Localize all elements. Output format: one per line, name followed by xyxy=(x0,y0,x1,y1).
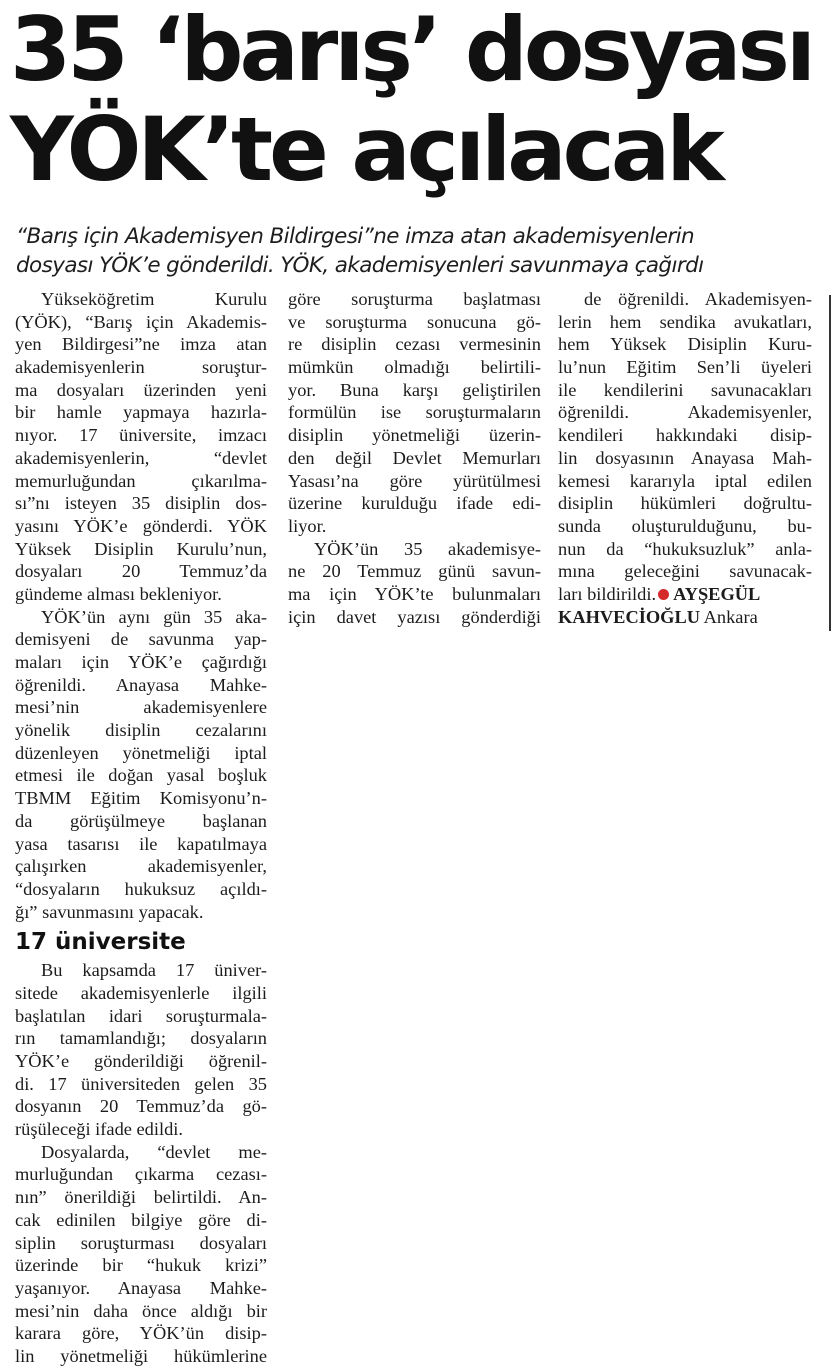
text-line: formülün ise soruşturmaların xyxy=(288,402,541,423)
text-line: ile kendilerini savunacakları xyxy=(558,379,812,400)
deck-line-2: dosyası YÖK’e gönderildi. YÖK, akademisyenleri savunmaya çağırdı xyxy=(16,253,704,278)
bullet-dot-icon xyxy=(658,589,669,600)
text-line: memurluğundan çıkarılma- xyxy=(15,470,267,491)
text-line: (YÖK), “Barış için Akademis- xyxy=(15,311,267,332)
text-line: liyor. xyxy=(288,515,327,536)
text-line: düzenleyen yönetmeliği iptal xyxy=(15,742,267,763)
text-line: sitede akademisyenlerle ilgili xyxy=(15,982,267,1003)
byline-city: Ankara xyxy=(703,606,758,627)
text-line: sı”nı isteyen 35 disiplin dos- xyxy=(15,493,267,514)
paragraph xyxy=(288,288,541,538)
byline xyxy=(558,606,812,629)
text-line: ma için YÖK’te bulunmaları xyxy=(288,583,541,604)
text-line: gündeme alması bekleniyor. xyxy=(15,583,222,604)
text-line: akademisyenlerin soruştur- xyxy=(15,357,267,378)
text-line: Yasası’na göre yürütülmesi xyxy=(288,470,541,491)
text-line: yen Bildirgesi”ne imza atan xyxy=(15,334,267,355)
column-divider xyxy=(829,295,831,631)
text-line: yasını YÖK’e gönderdi. YÖK xyxy=(15,515,267,536)
headline xyxy=(10,0,830,200)
article-column-3 xyxy=(558,288,812,628)
text-line: disiplin hükümleri doğrultu- xyxy=(558,493,812,514)
paragraph xyxy=(558,288,812,628)
text-line: için davet yazısı gönderdiği xyxy=(288,606,541,627)
text-line: lin dosyasının Anayasa Mah- xyxy=(558,447,812,468)
text-line: yasa tasarısı ile kapatılmaya xyxy=(15,833,267,854)
text-line: lu’nun Eğitim Sen’li üyeleri xyxy=(558,357,812,378)
text-line: Bu kapsamda 17 üniver- xyxy=(41,960,267,981)
deck-line-1: “Barış için Akademisyen Bildirgesi”ne imza atan akademisyenlerin xyxy=(16,224,694,249)
text-line: da görüşülmeye başlanan xyxy=(15,810,267,831)
text-line: YÖK’e gönderildiği öğrenil- xyxy=(15,1051,267,1071)
text-line: mına geleceğini savunacak- xyxy=(558,561,812,582)
byline-last-name: KAHVECİOĞLU xyxy=(558,606,701,627)
article-column-2 xyxy=(288,288,541,628)
text-line: göre soruşturma başlatması xyxy=(288,289,541,309)
text-line: karara göre, YÖK’ün disip- xyxy=(15,1323,267,1344)
paragraph xyxy=(15,606,267,924)
text-line: mesi’nin akademisyenlere xyxy=(15,697,267,718)
text-line: disiplin yönetmeliği üzerin- xyxy=(288,425,541,446)
text-line: re disiplin cezası vermesinin xyxy=(288,334,541,355)
text-line: kendileri hakkındaki disip- xyxy=(558,425,812,446)
text-line: akademisyenlerin, “devlet xyxy=(15,447,267,468)
text-line: murluğundan çıkarma cezası- xyxy=(15,1164,267,1185)
text-line: Yüksek Disiplin Kurulu’nun, xyxy=(15,538,267,559)
text-line: üzerinde bir “hukuk krizi” xyxy=(15,1255,267,1276)
text-line: den değil Devlet Memurları xyxy=(288,447,541,468)
paragraph xyxy=(15,959,267,1141)
text-line: hem Yüksek Disiplin Kuru- xyxy=(558,334,812,355)
text-line: mesi’nin daha önce aldığı bir xyxy=(15,1300,267,1321)
text-line: öğrenildi. Anayasa Mahke- xyxy=(15,674,267,695)
text-line: ğı” savunmasını yapacak. xyxy=(15,901,204,922)
text-line: mümkün olmadığı belirtili- xyxy=(288,357,541,378)
text-line: yor. Buna karşı geliştirilen xyxy=(288,379,541,400)
text-line: rın tamamlandığı; dosyaların xyxy=(15,1028,267,1049)
article-column-1 xyxy=(15,288,267,1368)
text-line: cak edinilen bilgiye göre di- xyxy=(15,1209,267,1230)
text-line: ne 20 Temmuz günü savun- xyxy=(288,561,541,582)
text-line: de öğrenildi. Akademisyen- xyxy=(584,289,812,309)
byline-first-name: AYŞEGÜL xyxy=(673,583,761,604)
text-line: YÖK’ün 35 akademisye- xyxy=(314,538,541,559)
text-line: lin yönetmeliği hükümlerine xyxy=(15,1345,267,1366)
text-line: Dosyalarda, “devlet me- xyxy=(41,1141,267,1162)
text-line: bir hamle yapmaya hazırla- xyxy=(15,402,267,423)
text-line-end: ları bildirildi. xyxy=(558,583,657,604)
text-line: siplin soruşturması dosyaları xyxy=(15,1232,267,1253)
text-line: lerin hem sendika avukatları, xyxy=(558,311,812,332)
text-line: etmesi ile doğan yasal boşluk xyxy=(15,765,267,786)
text-line: sunda oluşturulduğunu, bu- xyxy=(558,515,812,536)
text-line: ve soruşturma sonucuna gö- xyxy=(288,311,541,332)
text-line: üzerine kurulduğu ifade edi- xyxy=(288,493,541,514)
text-line: öğrenildi. Akademisyenler, xyxy=(558,402,812,423)
headline-line-2: YÖK’te açılacak xyxy=(10,98,721,201)
headline-line-1: 35 ‘barış’ dosyası xyxy=(10,0,813,101)
text-line: YÖK’ün aynı gün 35 aka- xyxy=(41,606,267,627)
text-line: maları için YÖK’e çağırdığı xyxy=(15,652,267,672)
text-line: Yükseköğretim Kurulu xyxy=(41,289,267,309)
text-line: di. 17 üniversiteden gelen 35 xyxy=(15,1073,267,1094)
paragraph xyxy=(15,288,267,606)
text-line: çalışırken akademisyenler, xyxy=(15,856,267,877)
text-line: başlatılan idari soruşturmala- xyxy=(15,1005,267,1026)
text-line: dosyaları 20 Temmuz’da xyxy=(15,561,267,582)
text-line: nın” önerildiği belirtildi. An- xyxy=(15,1187,267,1208)
text-line: yaşanıyor. Anayasa Mahke- xyxy=(15,1277,267,1298)
text-line: dosyanın 20 Temmuz’da gö- xyxy=(15,1096,267,1117)
paragraph xyxy=(15,1141,267,1368)
text-line: demisyeni de savunma yap- xyxy=(15,629,267,650)
text-line: ma dosyaları üzerinden yeni xyxy=(15,379,267,400)
text-line xyxy=(558,583,812,606)
paragraph xyxy=(288,538,541,629)
text-line: yönelik disiplin cezalarını xyxy=(15,720,267,741)
text-line: rüşüleceği ifade edildi. xyxy=(15,1119,184,1140)
section-subheading: 17 üniversite xyxy=(15,929,186,956)
text-line: “dosyaların hukuksuz açıldı- xyxy=(15,878,267,899)
text-line: kemesi kararıyla iptal edilen xyxy=(558,470,812,491)
text-line: nıyor. 17 üniversite, imzacı xyxy=(15,425,267,446)
text-line: TBMM Eğitim Komisyonu’n- xyxy=(15,788,267,809)
text-line: nun da “hukuksuzluk” anla- xyxy=(558,538,812,559)
deck-subtitle xyxy=(16,222,831,280)
